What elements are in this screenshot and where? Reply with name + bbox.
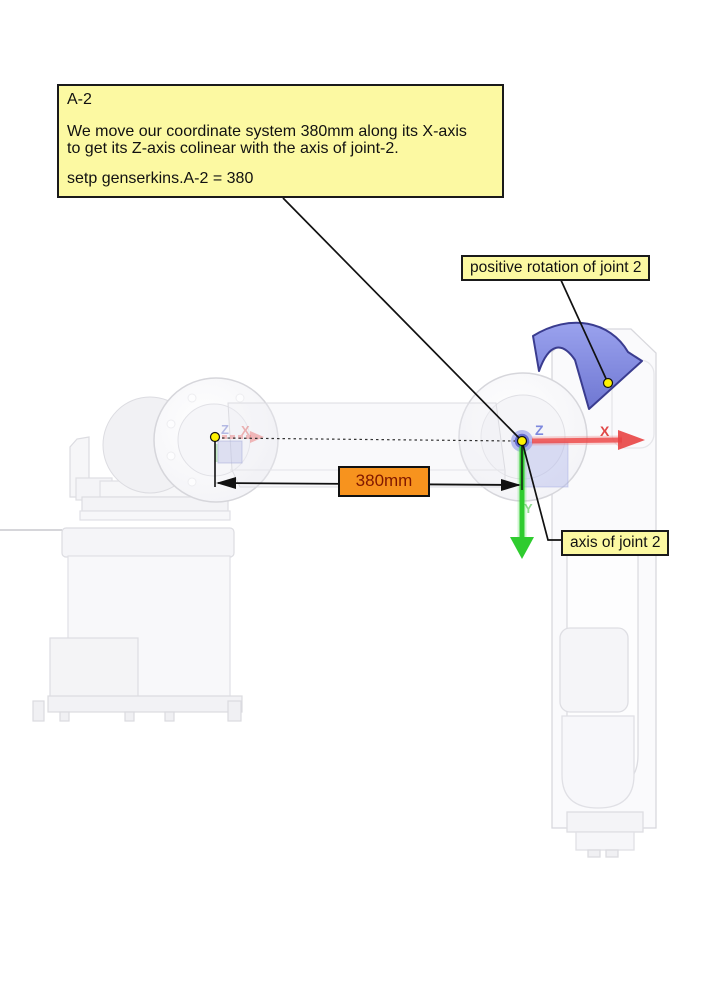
a2-command: setp genserkins.A-2 = 380 <box>67 170 254 187</box>
left-x-axis-label: X <box>241 423 250 438</box>
a2-body-line1: We move our coordinate system 380mm along its X-axis <box>67 123 467 140</box>
a2-title: A-2 <box>67 91 92 108</box>
positive-rotation-label: positive rotation of joint 2 <box>461 255 650 281</box>
rotation-anchor-dot <box>604 379 613 388</box>
right-origin-dot <box>518 437 527 446</box>
a2-annotation-box <box>57 84 504 198</box>
right-y-axis-label: Y <box>524 501 533 516</box>
x-axis-arrow <box>532 440 622 441</box>
left-origin-dot <box>211 433 220 442</box>
a2-body-line2: to get its Z-axis colinear with the axis of joint-2. <box>67 140 399 157</box>
right-z-axis-label: Z <box>535 422 544 438</box>
dimension-value-label: 380mm <box>338 466 430 497</box>
axis-of-joint-label: axis of joint 2 <box>561 530 669 556</box>
right-x-axis-label: X <box>600 423 610 439</box>
left-z-axis-label: Z <box>221 422 229 437</box>
